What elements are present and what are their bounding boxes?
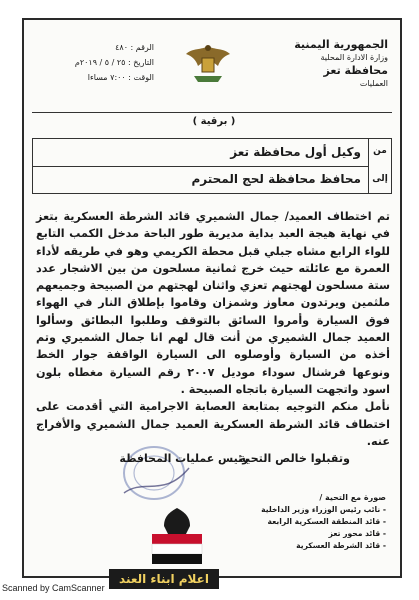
- watermark-text: اعلام ابناء العند: [109, 569, 219, 589]
- watermark-logo-icon: [142, 504, 212, 568]
- reference-date: التاريخ : ٢٥ / ٥ / ٢٠١٩م: [74, 58, 154, 67]
- address-divider: [33, 166, 369, 167]
- from-value: وكيل أول محافظة تعز: [230, 145, 361, 159]
- letterhead-line: الجمهورية اليمنية: [294, 38, 388, 51]
- header-divider: [32, 112, 392, 113]
- closing-line: وتقبلوا خالص التحية: [239, 452, 350, 466]
- scanner-footer: Scanned by CamScanner: [2, 583, 105, 593]
- body-paragraph: نأمل منكم التوجيه بمتابعة العصابة الاجرامية التي أقدمت على اختطاف قائد الشرطة العسكرية العميد جمال الشميري والأفراج عنه.: [36, 400, 390, 448]
- reference-number: الرقم : ٤٨٠: [115, 43, 154, 52]
- body-paragraph: تم اختطاف العميد/ جمال الشميري قائد الشرطة العسكرية بتعز في نهاية هيجة العبد بداية مديرية طور الباحة مدخل الكمب التابع للواء الرابع مشاه جبلي قبل محطة الكريمي وهو في طريقه لأداء العمرة مع عائلته حيث خرج ثمانية مسلحون من بين الاشجار عدد ستة مسلحون لهجتهم تعزي واثنان لهجتهم من الصبيحة وجميعهم ملثمين ويرتدون معاوز وشمزان وقاموا بإطلاق النار في الهواء فوق السيارة وأمروا السائق بالتوقف وطلبوا البطائق وسألوا العميد جمال الشميري من أنت قال لهم انا جمال الشميري وتم أخذه من السيارة وأوصلوه الى السيارة الواقفة جوار الخط ونوعها فرشنال سوداء موديل ٢٠٠٧ رقم السيارة مغطاه بلون اسود واتجهت السيارة باتجاه الصبيحة .: [36, 210, 390, 396]
- to-label: إلى: [372, 174, 388, 184]
- letterhead-line: العمليات: [359, 79, 388, 88]
- document-page: [22, 18, 402, 586]
- letter-body: [36, 208, 390, 467]
- copies-item: - قائد المنطقة العسكرية الرابعة: [267, 517, 386, 526]
- copies-block: [216, 492, 386, 552]
- document-title: ( برقية ): [192, 116, 236, 127]
- letterhead-right: [288, 38, 388, 90]
- address-box: [32, 138, 392, 194]
- eagle-emblem-icon: [184, 40, 232, 86]
- copies-label: صورة مع التحية /: [319, 493, 386, 502]
- reference-block: [44, 40, 154, 85]
- from-label: من: [373, 146, 387, 156]
- letterhead-line: محافظة تعز: [323, 64, 388, 77]
- copies-item: - قائد محور تعز: [328, 529, 386, 538]
- reference-time: الوقت : ٧:٠٠ مساءا: [87, 73, 154, 82]
- copies-item: - قائد الشرطة العسكرية: [296, 541, 386, 550]
- copies-item: - نائب رئيس الوزراء وزير الداخلية: [261, 505, 386, 514]
- letterhead-line: وزارة الادارة المحلية: [320, 53, 388, 62]
- official-stamp-icon: [104, 438, 204, 508]
- to-value: محافظ محافظة لحج المحترم: [191, 172, 361, 186]
- signature-title: رئيس عمليات المحافظة: [119, 452, 249, 465]
